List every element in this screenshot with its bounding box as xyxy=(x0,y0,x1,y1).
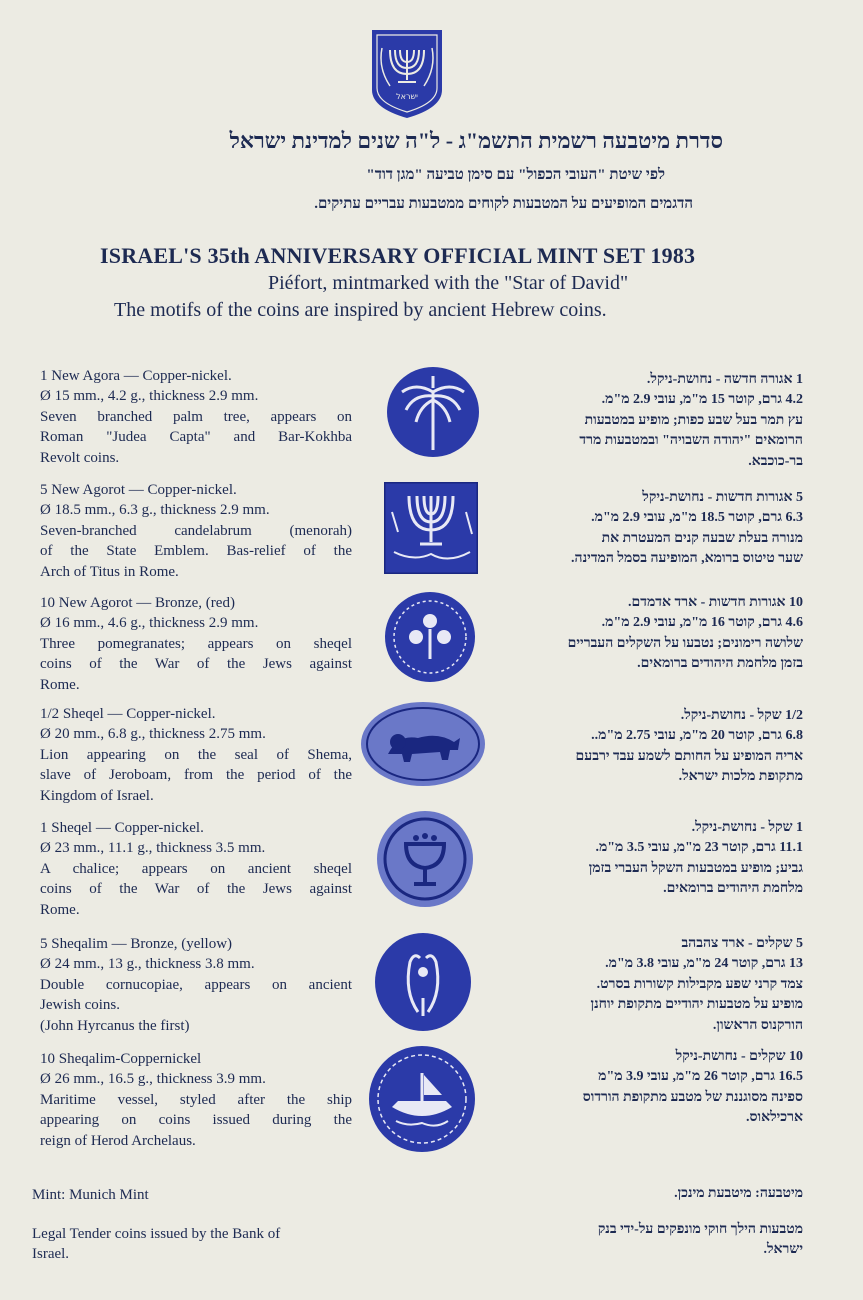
emblem-text: ישראל xyxy=(396,92,418,101)
coin-description-en: 1 Sheqel — Copper-nickel. Ø 23 mm., 11.1 g., thickness 3.5 mm. A chalice; appears on ancient sheqel coins of the War of the Jews against Rome. xyxy=(40,820,352,918)
coin-description-en: 10 Sheqalim-Coppernickel Ø 26 mm., 16.5 g., thickness 3.9 mm. Maritime vessel, styled after the ship appearing on coins issued during the reign of Herod Archelaus. xyxy=(40,1051,352,1149)
menorah-coin-icon xyxy=(384,482,478,574)
english-title: ISRAEL'S 35th ANNIVERSARY OFFICIAL MINT SET 1983 xyxy=(100,243,696,268)
legal-tender-en-line1: Legal Tender coins issued by the Bank of xyxy=(32,1226,281,1242)
coin-description-en: 1/2 Sheqel — Copper-nickel. Ø 20 mm., 6.8 g., thickness 2.75 mm. Lion appearing on the seal of Shema, slave of Jeroboam, from the period of the Kingdom of Israel. xyxy=(40,706,352,804)
coin-description-he: 1 אגורה חדשה - נחושת-ניקל. 4.2 גרם, קוטר 15 מ"מ, עובי 2.9 מ"מ. עץ תמר בעל שבע כפות; מופיע במטבעות הרומאים "יהודה השבויה" ובמטבעות מרד בר-כוכבא. xyxy=(579,372,803,469)
lion-seal-coin-icon xyxy=(358,698,488,790)
chalice-coin-icon xyxy=(376,810,474,908)
coin-description-he: 5 שקלים - ארד צהבהב 13 גרם, קוטר 24 מ"מ, עובי 3.8 מ"מ. צמד קרני שפע מקבילות קשורות בסרט. מופיע על מטבעות יהודיים מתקופת יוחנן הורקנוס הראשון. xyxy=(590,936,803,1033)
legal-tender-he-line1: מטבעות הילך חוקי מונפקים על-ידי בנק xyxy=(597,1222,803,1237)
legal-tender-he-line2: ישראל. xyxy=(763,1242,803,1257)
ship-coin-icon xyxy=(368,1045,476,1153)
coin-description-he: 10 אגורות חדשות - ארד אדמדם. 4.6 גרם, קוטר 16 מ"מ, עובי 2.9 מ"מ. שלושה רימונים; נטבעו על השקלים העבריים בזמן מלחמת היהודים ברומאים. xyxy=(567,595,803,672)
coin-description-en: 10 New Agorot — Bronze, (red) Ø 16 mm., 4.6 g., thickness 2.9 mm. Three pomegranates; appears on sheqel coins of the War of the Jews against Rome. xyxy=(40,595,352,693)
pomegranates-coin-icon xyxy=(384,591,476,683)
coin-description-en: 5 Sheqalim — Bronze, (yellow) Ø 24 mm., 13 g., thickness 3.8 mm. Double cornucopiae, appears on ancient Jewish coins. (John Hyrcanus the first) xyxy=(40,936,352,1034)
coin-description-en: 1 New Agora — Copper-nickel. Ø 15 mm., 4.2 g., thickness 2.9 mm. Seven branched palm tree, appears on Roman "Judea Capta" and Bar-Kokhba Revolt coins. xyxy=(40,368,352,466)
hebrew-subtitle-1: לפי שיטת "העובי הכפול" עם סימן טביעה "מגן דוד" xyxy=(366,167,665,183)
english-subtitle-2: The motifs of the coins are inspired by ancient Hebrew coins. xyxy=(114,299,607,321)
palm-tree-coin-icon xyxy=(386,366,480,458)
cornucopiae-coin-icon xyxy=(374,932,472,1032)
hebrew-subtitle-2: הדגמים המופיעים על המטבעות לקוחים ממטבעות עבריים עתיקים. xyxy=(314,196,693,212)
coin-description-en: 5 New Agorot — Copper-nickel. Ø 18.5 mm., 6.3 g., thickness 2.9 mm. Seven-branched candelabrum (menorah) of the State Emblem. Bas-relief of the Arch of Titus in Rome. xyxy=(40,482,352,580)
coin-description-he: 1 שקל - נחושת-ניקל. 11.1 גרם, קוטר 23 מ"מ, עובי 3.5 מ"מ. גביע; מופיע במטבעות השקל העברי בזמן מלחמת היהודים ברומאים. xyxy=(588,820,803,897)
coin-description-he: 5 אגורות חדשות - נחושת-ניקל 6.3 גרם, קוטר 18.5 מ"מ, עובי 2.9 מ"מ. מנורה בעלת שבעה קנים המעטרת את שער טיטוס ברומא, המופיעה בסמל המדינה. xyxy=(571,490,803,567)
coin-description-he: 1/2 שקל - נחושת-ניקל. 6.8 גרם, קוטר 20 מ"מ, עובי 2.75 מ"מ.. אריה המופיע על החותם לשמע עבד ירבעם מתקופת מלכות ישראל. xyxy=(575,708,803,785)
state-emblem-icon xyxy=(370,28,444,120)
legal-tender-en-line2: Israel. xyxy=(32,1246,70,1262)
hebrew-title: סדרת מיטבעה רשמית התשמ"ג - ל"ה שנים למדינת ישראל xyxy=(229,128,723,153)
mint-label-he: מיטבעה: מיטבעת מינכן. xyxy=(674,1186,803,1201)
coin-description-he: 10 שקלים - נחושת-ניקל 16.5 גרם, קוטר 26 מ"מ, עובי 3.9 מ"מ ספינה מסוגננת של מטבע מתקופת הורדוס ארכילאוס. xyxy=(582,1049,803,1126)
mint-label-en: Mint: Munich Mint xyxy=(32,1187,149,1203)
english-subtitle-1: Piéfort, mintmarked with the "Star of David" xyxy=(268,272,629,294)
